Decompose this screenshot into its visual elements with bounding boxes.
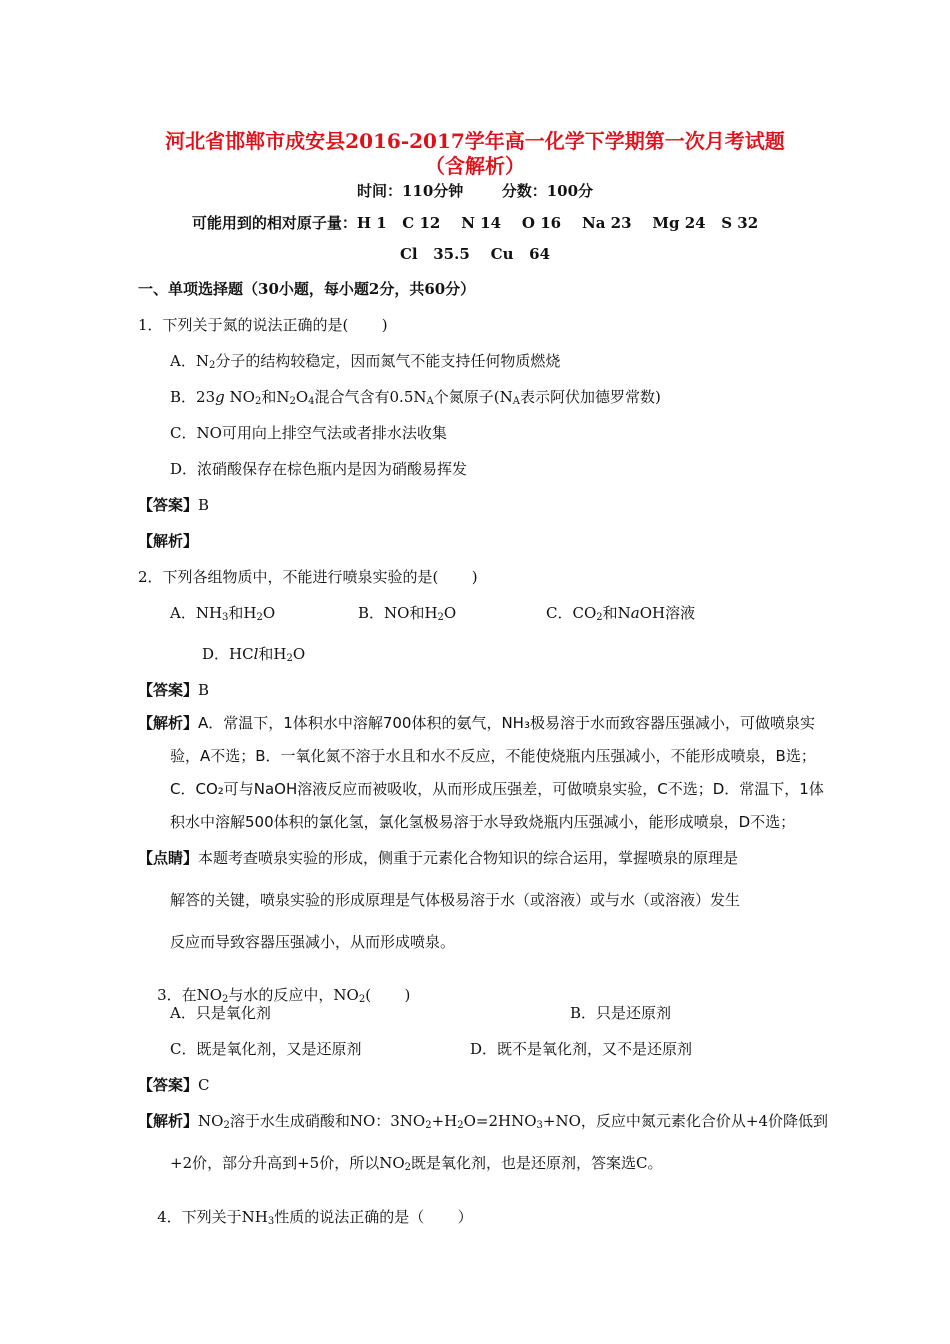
question-2-option-d: D．HCl和$H_2O$ — [202, 645, 306, 664]
question-2-comment-line-1: 【点睛】本题考查喷泉实验的形成，侧重于元素化合物知识的综合运用，掌握喷泉的原理是 — [138, 849, 739, 867]
question-4-stem: 4．下列关于$NH_3$性质的说法正确的是（ ） — [157, 1208, 473, 1227]
question-3-answer: 【答案】C — [138, 1076, 210, 1094]
question-1-option-a: A．$N_2$分子的结构较稳定，因而氮气不能支持任何物质燃烧 — [170, 352, 561, 371]
exam-score: 分数：100分 — [501, 182, 594, 200]
question-3-option-b: B．只是还原剂 — [570, 1004, 672, 1022]
question-3-analysis-line-1: 【解析】$NO_2$溶于水生成硝酸和NO：$3NO_2+H_2O=2HNO_3+NO$，反应中氮元素化合价从+4价降低到 — [138, 1112, 829, 1131]
question-2-analysis-line-4: 积水中溶解500体积的氯化氢，氯化氢极易溶于水导致烧瓶内压强减小，能形成喷泉，D不选； — [170, 813, 796, 831]
question-3-option-a: A．只是氧化剂 — [170, 1004, 271, 1022]
question-3-analysis-line-2: +2价，部分升高到+5价，所以$NO_2$既是氧化剂，也是还原剂，答案选C。 — [170, 1154, 663, 1173]
exam-time: 时间：110分钟 — [356, 182, 464, 200]
exam-meta — [0, 180, 950, 201]
question-1-option-d: D．浓硝酸保存在棕色瓶内是因为硝酸易挥发 — [170, 460, 468, 478]
question-1-stem: 1．下列关于氮的说法正确的是( ) — [138, 316, 388, 334]
question-2-analysis-line-2: 验，A不选；B．一氧化氮不溶于水且和水不反应，不能使烧瓶内压强减小，不能形成喷泉，B选； — [170, 747, 816, 765]
document-title-suffix: （含解析） — [425, 154, 525, 178]
atomic-mass-line-2: Cl 35.5 Cu 64 — [399, 245, 551, 263]
question-2-option-b: B．NO和$H_2O$ — [358, 604, 457, 623]
question-2-analysis-line-1: 【解析】A．常温下，1体积水中溶解700体积的氨气，NH₃极易溶于水而致容器压强减小，可做喷泉实 — [138, 714, 815, 732]
question-2-comment-line-3: 反应而导致容器压强减小，从而形成喷泉。 — [170, 933, 456, 951]
question-3-stem: 3．在$NO_2$与水的反应中，$NO_2$( ) — [157, 986, 411, 1005]
document-title: 河北省邯郸市成安县2016-2017学年高一化学下学期第一次月考试题 — [165, 129, 785, 153]
question-3-option-c: C．既是氧化剂，又是还原剂 — [170, 1040, 362, 1058]
question-2-option-a: A．$NH_3$和$H_2O$ — [170, 604, 276, 623]
question-2-option-c: C．$CO_2$和NaOH溶液 — [546, 604, 696, 623]
question-3-option-d: D．既不是氧化剂，又不是还原剂 — [470, 1040, 693, 1058]
section-heading: 一、单项选择题（30小题，每小题2分，共60分） — [138, 280, 476, 298]
question-1-option-b: B．23g $NO_2$和$N_2O_4$混合气含有$0.5N_A$个氮原子($N_A$表示阿伏加德罗常数) — [170, 388, 661, 407]
atomic-mass-line-1: 可能用到的相对原子量：H 1 C 12 N 14 O 16 Na 23 Mg 24 S 32 — [191, 214, 759, 232]
question-2-stem: 2．下列各组物质中，不能进行喷泉实验的是( ) — [138, 568, 478, 586]
question-2-answer: 【答案】B — [138, 681, 210, 699]
question-1-answer: 【答案】B — [138, 496, 210, 514]
question-1-option-c: C．NO可用向上排空气法或者排水法收集 — [170, 424, 447, 442]
question-2-analysis-line-3: C．CO₂可与NaOH溶液反应而被吸收，从而形成压强差，可做喷泉实验，C不选；D．常温下，1体 — [170, 780, 824, 798]
question-1-analysis: 【解析】 — [138, 532, 199, 550]
question-2-comment-line-2: 解答的关键，喷泉实验的形成原理是气体极易溶于水（或溶液）或与水（或溶液）发生 — [170, 891, 741, 909]
